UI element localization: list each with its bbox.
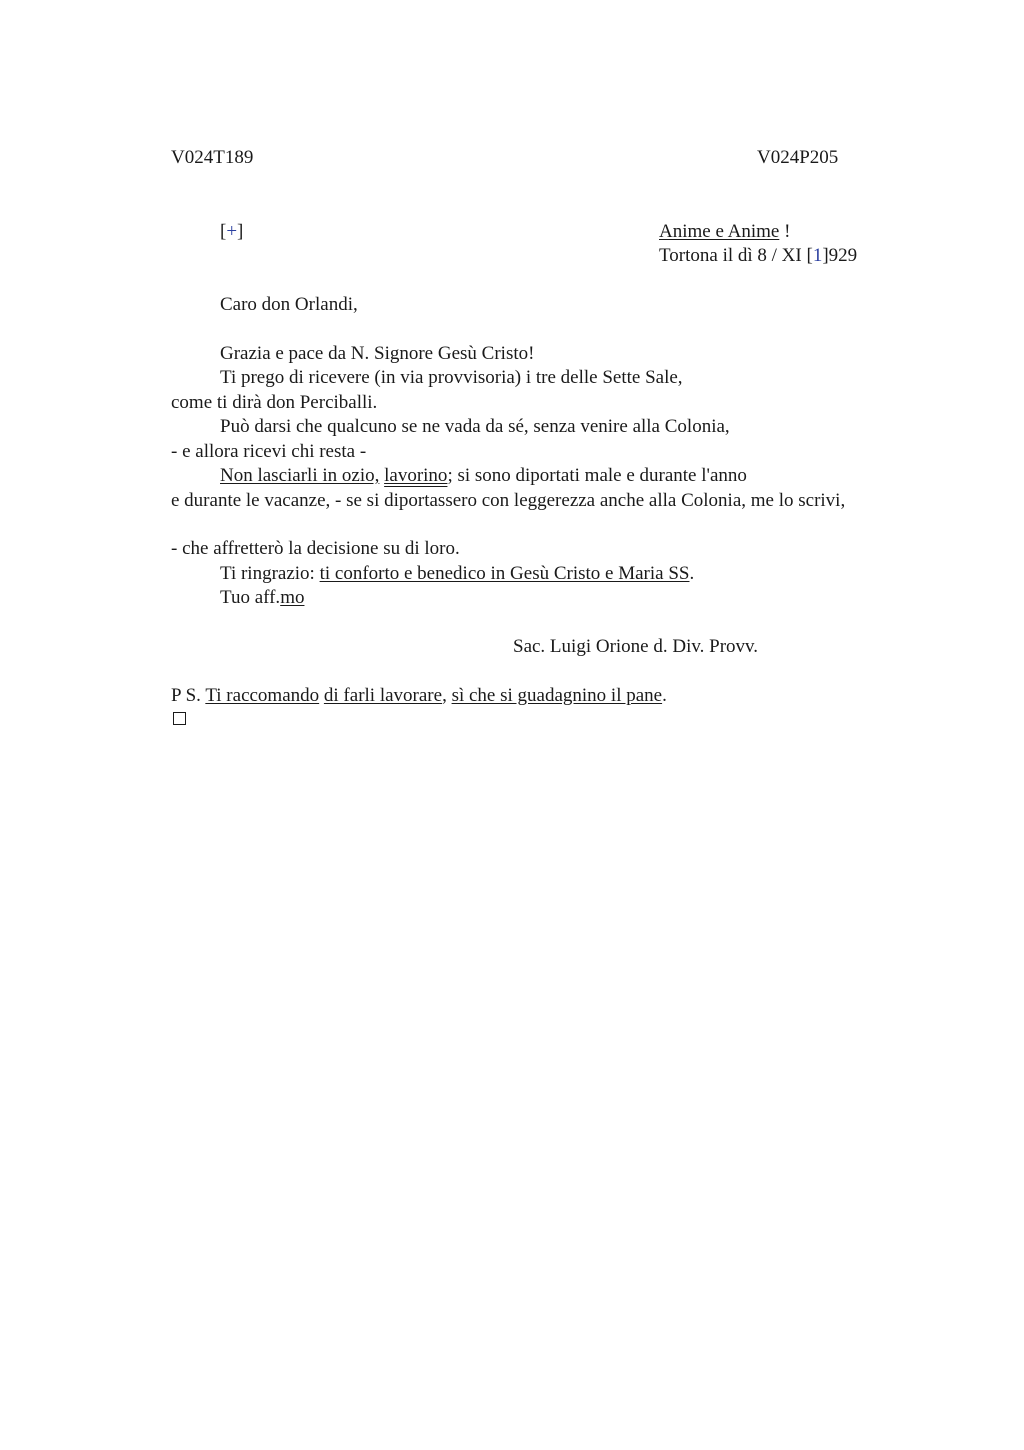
salutation: Caro don Orlandi,: [220, 294, 358, 315]
paragraph-3-line-2: e durante le vacanze, - se si diportassero con leggerezza anche alla Colonia, me lo scrivi,: [171, 490, 846, 511]
paragraph-3-underlined-1: Non lasciarli in ozio,: [220, 465, 380, 486]
paragraph-2-line-1: Può darsi che qualcuno se ne vada da sé, senza venire alla Colonia,: [220, 416, 730, 437]
cross-close-bracket: ]: [237, 221, 244, 242]
closing-underlined: mo: [280, 587, 305, 608]
archive-code-left: V024T189: [171, 147, 254, 168]
cross-mark: [220, 220, 243, 244]
postscript-separator-2: ,: [442, 685, 452, 706]
postscript-underlined-2: di farli lavorare: [323, 685, 443, 706]
cross-open-bracket: [: [220, 221, 227, 242]
date-line: [659, 244, 857, 268]
motto: [659, 220, 790, 244]
postscript-label: P S.: [171, 685, 206, 706]
motto-tail: !: [779, 221, 791, 242]
empty-box-icon: [173, 712, 186, 725]
paragraph-1-line-2: come ti dirà don Perciballi.: [171, 392, 378, 413]
closing-prefix: Tuo aff.: [220, 587, 281, 608]
thanks-end: .: [689, 563, 695, 584]
paragraph-1-line-1: Ti prego di ricevere (in via provvisoria) i tre delle Sette Sale,: [220, 367, 683, 388]
thanks-underlined: ti conforto e benedico in Gesù Cristo e Maria SS: [319, 563, 690, 584]
paragraph-3-underlined-2: lavorino: [384, 465, 448, 486]
cross-icon: +: [226, 221, 238, 242]
postscript-end: .: [662, 685, 667, 706]
paragraph-3-rest: ; si sono diportati male e durante l'anno: [447, 465, 747, 486]
motto-underlined: Anime e Anime: [659, 221, 780, 242]
postscript-underlined-1: Ti raccomando: [205, 685, 320, 706]
thanks-prefix: Ti ringrazio:: [220, 563, 320, 584]
postscript: [171, 684, 667, 708]
paragraph-3-line-3: - che affretterò la decisione su di loro.: [171, 538, 460, 559]
signature: Sac. Luigi Orione d. Div. Provv.: [513, 636, 759, 657]
archive-code-right: V024P205: [757, 147, 839, 168]
date-bracket-digit: 1: [812, 245, 823, 266]
postscript-underlined-3: sì che si guadagnino il pane: [451, 685, 663, 706]
paragraph-2-line-2: - e allora ricevi chi resta -: [171, 441, 367, 462]
paragraph-3-line-1: [220, 464, 747, 488]
closing-line: [220, 586, 304, 610]
date-prefix: Tortona il dì 8 / XI [: [659, 245, 813, 266]
date-suffix: ]929: [822, 245, 858, 266]
greeting: Grazia e pace da N. Signore Gesù Cristo!: [220, 343, 535, 364]
thanks-line: [220, 562, 694, 586]
